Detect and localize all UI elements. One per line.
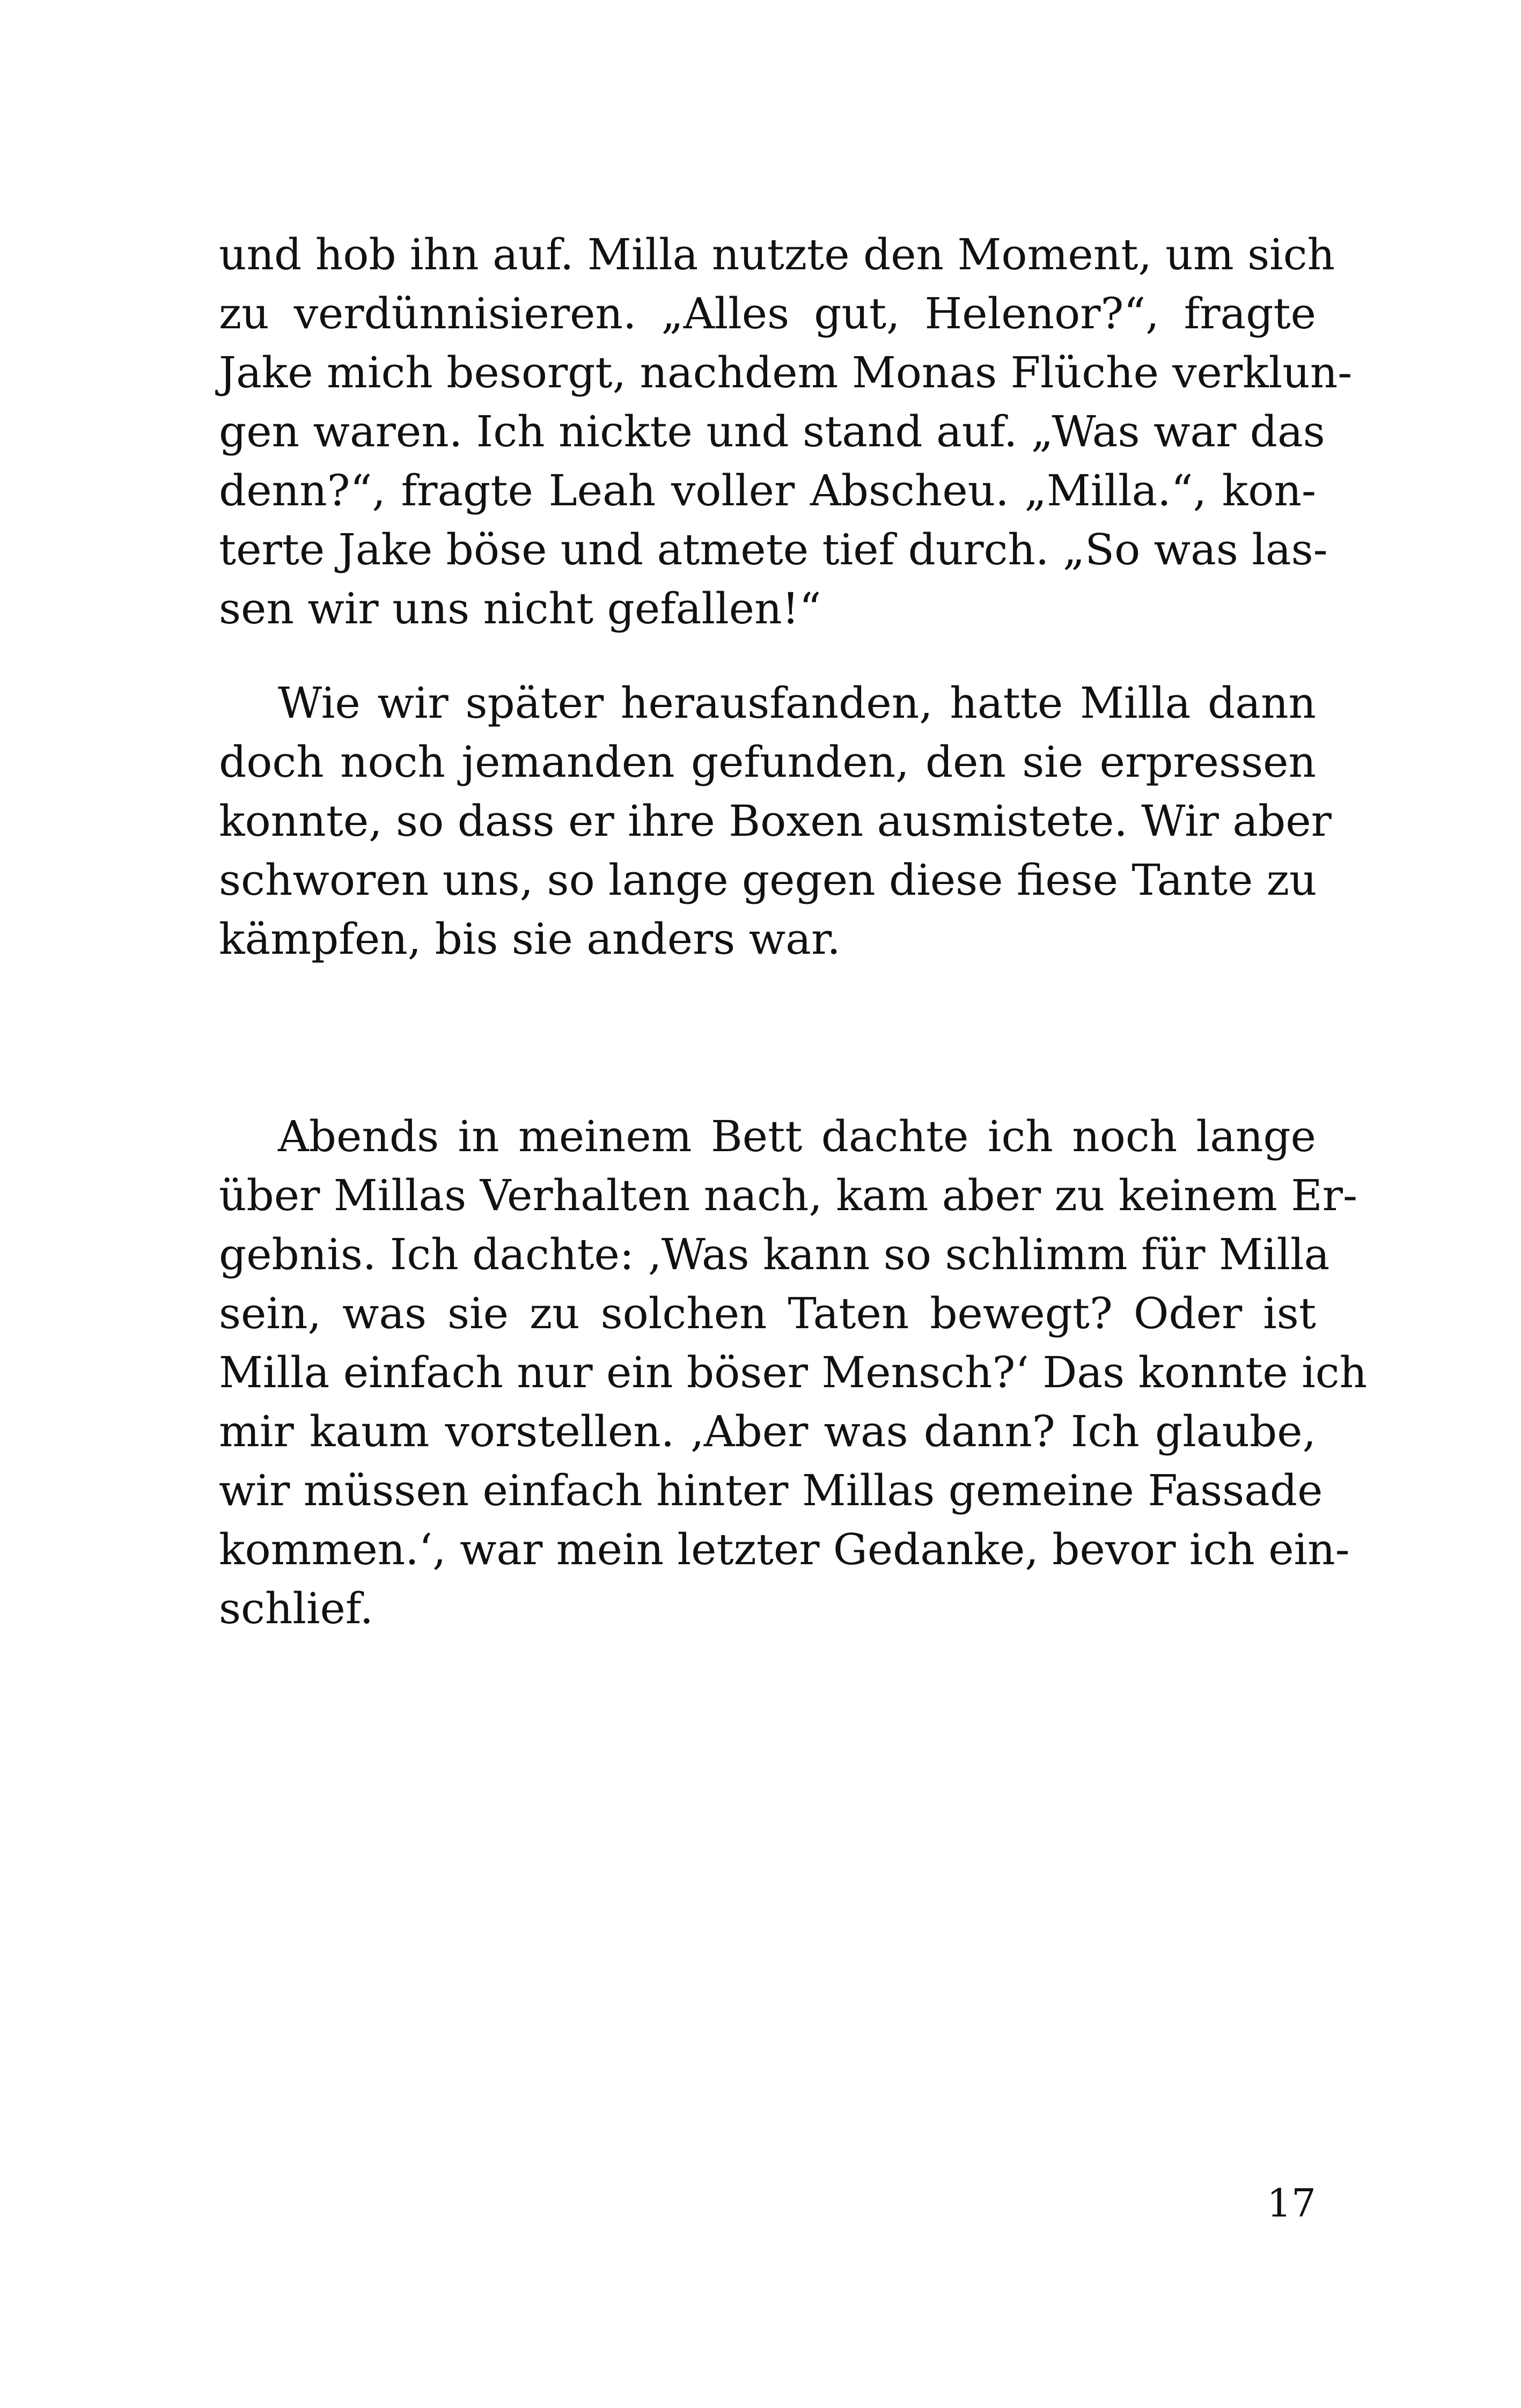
text-line: über Millas Verhalten nach, kam aber zu keinem Er-	[219, 1170, 1357, 1220]
text-line: mir kaum vorstellen. ‚Aber was dann? Ich glaube,	[219, 1406, 1316, 1456]
text-line: terte Jake böse und atmete tief durch. „So was las-	[219, 525, 1328, 575]
text-line: gen waren. Ich nickte und stand auf. „Was war das	[219, 407, 1325, 456]
text-line: schworen uns, so lange gegen diese fiese Tante zu	[219, 855, 1317, 905]
paragraph-3	[219, 1107, 1368, 1638]
text-line: Wie wir später herausfanden, hatte Milla dann	[278, 678, 1316, 728]
text-line: und hob ihn auf. Milla nutzte den Moment, um sich	[219, 230, 1335, 279]
text-line: schlief.	[219, 1584, 374, 1633]
text-line: sen wir uns nicht gefallen!“	[219, 584, 821, 634]
page-number: 17	[1267, 2181, 1316, 2226]
text-line: kämpfen, bis sie anders war.	[219, 914, 841, 964]
text-line: Abends in meinem Bett dachte ich noch lange	[278, 1111, 1316, 1161]
text-line: wir müssen einfach hinter Millas gemeine Fassade	[219, 1466, 1323, 1515]
text-column	[219, 225, 1368, 1638]
text-line: Jake mich besorgt, nachdem Monas Flüche verklun-	[219, 348, 1353, 397]
text-line: zu verdünnisieren. „Alles gut, Helenor?“, fragte	[219, 289, 1316, 338]
text-line: denn?“, fragte Leah voller Abscheu. „Milla.“, kon-	[219, 466, 1316, 516]
text-line: gebnis. Ich dachte: ‚Was kann so schlimm für Milla	[219, 1229, 1330, 1279]
paragraph-2	[219, 674, 1332, 969]
text-line: konnte, so dass er ihre Boxen ausmistete. Wir aber	[219, 796, 1332, 846]
text-line: kommen.‘, war mein letzter Gedanke, bevor ich ein-	[219, 1525, 1350, 1574]
text-line: Milla einfach nur ein böser Mensch?‘ Das konnte ich	[219, 1347, 1368, 1397]
paragraph-1	[219, 225, 1353, 638]
text-line: doch noch jemanden gefunden, den sie erpressen	[219, 737, 1316, 787]
text-line: sein, was sie zu solchen Taten bewegt? Oder ist	[219, 1288, 1316, 1338]
